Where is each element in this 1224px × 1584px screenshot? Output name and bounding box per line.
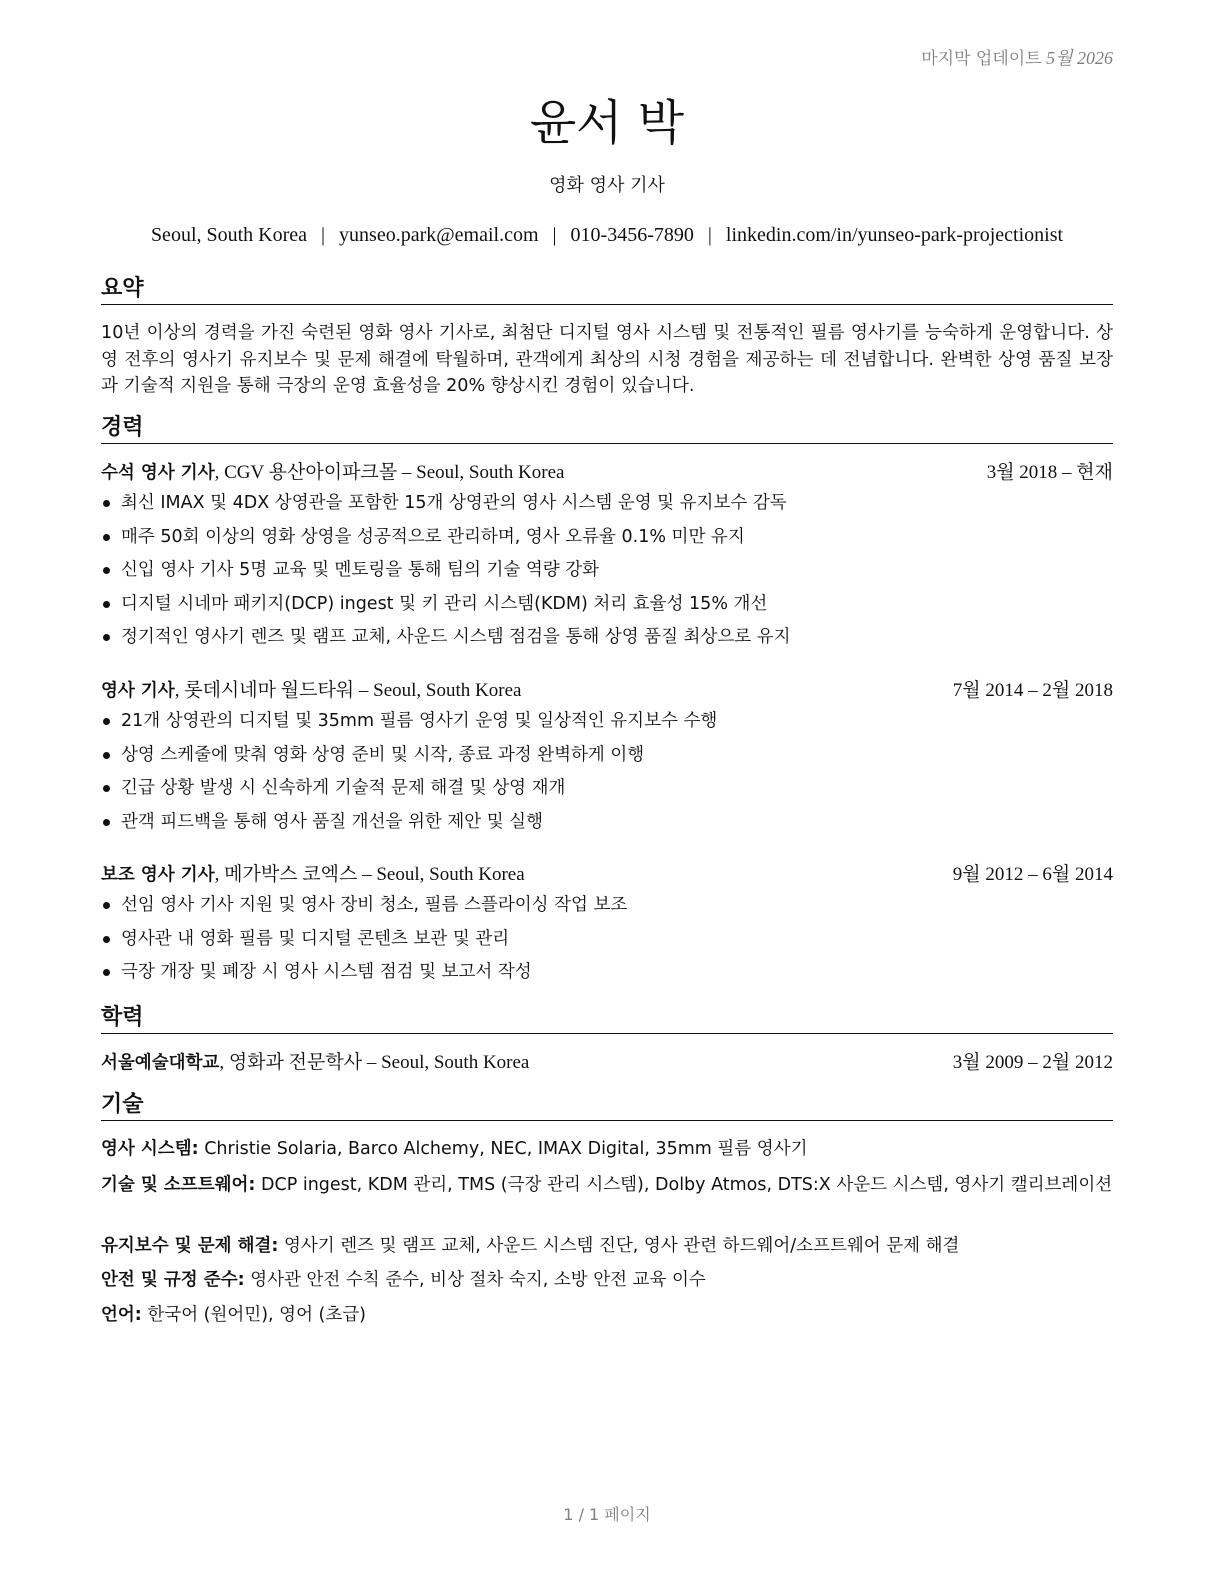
skill-value: 한국어 (원어민), 영어 (초급) xyxy=(147,1305,367,1325)
list-item: 선임 영사 기사 지원 및 영사 장비 청소, 필름 스플라이싱 작업 보조 xyxy=(101,892,1113,926)
skill-row xyxy=(101,1302,1113,1328)
job-bullets xyxy=(101,708,1113,842)
job-position: 수석 영사 기사 xyxy=(101,463,215,483)
section-title-skills: 기술 xyxy=(101,1092,1113,1121)
resume-page xyxy=(101,0,1113,1584)
list-item: 신입 영사 기사 5명 교육 및 멘토링을 통해 팀의 기술 역량 강화 xyxy=(101,557,1113,591)
list-item: 정기적인 영사기 렌즈 및 램프 교체, 사운드 시스템 점검을 통해 상영 품질 최상으로 유지 xyxy=(101,624,1113,658)
skill-label: 안전 및 규정 준수: xyxy=(101,1270,245,1290)
section-title-education: 학력 xyxy=(101,1005,1113,1034)
list-item: 매주 50회 이상의 영화 상영을 성공적으로 관리하며, 영사 오류율 0.1% 미만 유지 xyxy=(101,524,1113,558)
list-item: 긴급 상황 발생 시 신속하게 기술적 문제 해결 및 상영 재개 xyxy=(101,775,1113,809)
list-item: 관객 피드백을 통해 영사 품질 개선을 위한 제안 및 실행 xyxy=(101,809,1113,843)
skill-value: 영사관 안전 수칙 준수, 비상 절차 숙지, 소방 안전 교육 이수 xyxy=(250,1270,706,1290)
skill-label: 영사 시스템: xyxy=(101,1139,199,1159)
job-heading: 영사 기사, 롯데시네마 월드타워 – Seoul, South Korea 7월 2014 – 2월 2018 xyxy=(101,680,1113,701)
candidate-name: 윤서 박 xyxy=(529,95,685,151)
last-updated xyxy=(921,44,1113,70)
job-company: 메가박스 코엑스 xyxy=(224,864,358,885)
list-item: 최신 IMAX 및 4DX 상영관을 포함한 15개 상영관의 영사 시스템 운영 및 유지보수 감독 xyxy=(101,490,1113,524)
job-bullets xyxy=(101,892,1113,993)
education-school: 서울예술대학교 xyxy=(101,1053,220,1073)
page-number: 1 / 1 페이지 xyxy=(563,1505,651,1524)
job-dates: 7월 2014 – 2월 2018 xyxy=(952,680,1113,701)
last-updated-date: 5월 2026 xyxy=(1046,48,1113,68)
skill-value: DCP ingest, KDM 관리, TMS (극장 관리 시스템), Dolby Atmos, DTS:X 사운드 시스템, 영사기 캘리브레이션 xyxy=(261,1175,1113,1195)
skill-row xyxy=(101,1267,1113,1293)
list-item: 디지털 시네마 패키지(DCP) ingest 및 키 관리 시스템(KDM) 처리 효율성 15% 개선 xyxy=(101,591,1113,625)
education-location: Seoul, South Korea xyxy=(381,1052,530,1073)
contact-separator: | xyxy=(321,224,326,246)
candidate-role: 영화 영사 기사 xyxy=(549,175,665,196)
job-company: 롯데시네마 월드타워 xyxy=(184,680,355,701)
section-title-summary: 요약 xyxy=(101,276,1113,305)
education-degree: 영화과 전문학사 xyxy=(228,1052,363,1073)
contact-phone[interactable]: 010-3456-7890 xyxy=(570,224,694,246)
job-dates: 9월 2012 – 6월 2014 xyxy=(952,864,1113,885)
job-position: 보조 영사 기사 xyxy=(101,865,215,885)
contact-email[interactable]: yunseo.park@email.com xyxy=(339,224,539,246)
contact-separator: | xyxy=(552,224,557,246)
skill-label: 기술 및 소프트웨어: xyxy=(101,1175,256,1195)
job-heading: 수석 영사 기사, CGV 용산아이파크몰 – Seoul, South Korea 3월 2018 – 현재 xyxy=(101,462,1113,483)
list-item: 21개 상영관의 디지털 및 35mm 필름 영사기 운영 및 일상적인 유지보수 수행 xyxy=(101,708,1113,742)
contact-location: Seoul, South Korea xyxy=(150,224,308,246)
job-bullets xyxy=(101,490,1113,658)
list-item: 영사관 내 영화 필름 및 디지털 콘텐츠 보관 및 관리 xyxy=(101,926,1113,960)
skill-label: 유지보수 및 문제 해결: xyxy=(101,1236,279,1256)
job-company: CGV 용산아이파크몰 xyxy=(224,462,398,483)
skill-row xyxy=(101,1172,1113,1198)
last-updated-label: 마지막 업데이트 xyxy=(921,49,1042,69)
education-entry: 서울예술대학교, 영화과 전문학사 – Seoul, South Korea 3월 2009 – 2월 2012 xyxy=(101,1052,1113,1073)
job-position: 영사 기사 xyxy=(101,681,175,701)
job-dates: 3월 2018 – 현재 xyxy=(986,462,1113,483)
skill-label: 언어: xyxy=(101,1305,142,1325)
skill-value: 영사기 렌즈 및 램프 교체, 사운드 시스템 진단, 영사 관련 하드웨어/소프트웨어 문제 해결 xyxy=(284,1236,960,1256)
summary-text: 10년 이상의 경력을 가진 숙련된 영화 영사 기사로, 최첨단 디지털 영사 시스템 및 전통적인 필름 영사기를 능숙하게 운영합니다. 상영 전후의 영사기 유지보수 및 문제 해결에 탁월하며, 관객에게 최상의 시청 경험을 제공하는 데 전념합니다. 완벽한 상영 품질 보장과 기술적 지원을 통해 극장의 운영 효율성을 20% 향상시킨 경험이 있습니다. xyxy=(101,323,1113,396)
job-location: Seoul, South Korea xyxy=(376,864,525,885)
contact-linkedin[interactable]: linkedin.com/in/yunseo-park-projectionist xyxy=(725,224,1064,246)
job-location: Seoul, South Korea xyxy=(373,680,522,701)
skill-row xyxy=(101,1136,1113,1162)
education-dates: 3월 2009 – 2월 2012 xyxy=(952,1052,1113,1073)
contact-separator: | xyxy=(707,224,712,246)
list-item: 극장 개장 및 폐장 시 영사 시스템 점검 및 보고서 작성 xyxy=(101,959,1113,993)
skill-value: Christie Solaria, Barco Alchemy, NEC, IMAX Digital, 35mm 필름 영사기 xyxy=(204,1139,808,1159)
skill-row xyxy=(101,1233,1113,1259)
section-title-experience: 경력 xyxy=(101,415,1113,444)
list-item: 상영 스케줄에 맞춰 영화 상영 준비 및 시작, 종료 과정 완벽하게 이행 xyxy=(101,742,1113,776)
contact-line xyxy=(101,224,1113,247)
job-heading: 보조 영사 기사, 메가박스 코엑스 – Seoul, South Korea 9월 2012 – 6월 2014 xyxy=(101,864,1113,885)
job-location: Seoul, South Korea xyxy=(416,462,565,483)
